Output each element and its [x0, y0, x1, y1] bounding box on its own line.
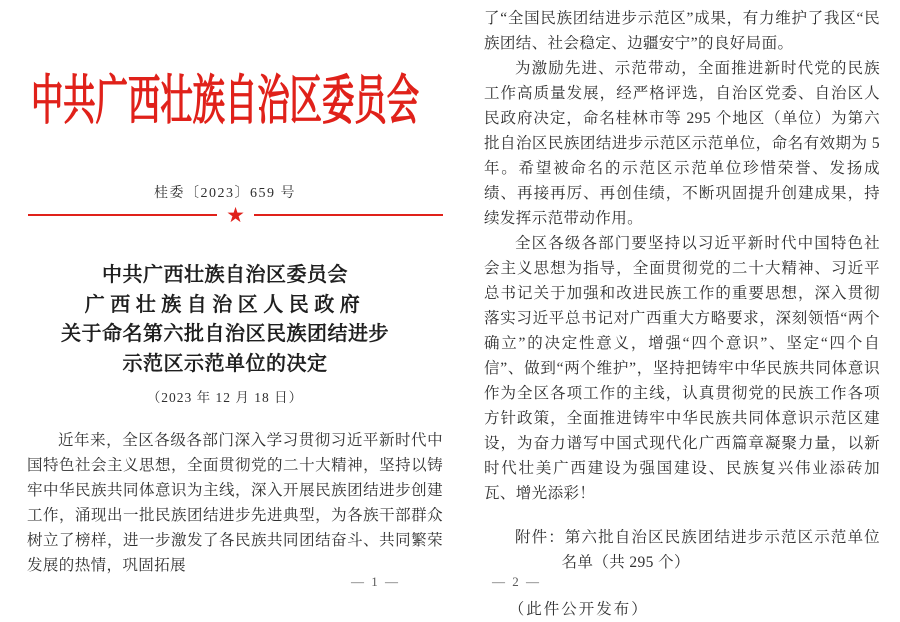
title-line-3: 关于命名第六批自治区民族团结进步 — [61, 323, 389, 345]
page-2-content — [484, 6, 880, 622]
document-title — [10, 261, 440, 406]
page-number-2: — 2 — — [492, 574, 541, 589]
divider-line-right — [254, 214, 443, 216]
star-icon: ★ — [226, 203, 245, 227]
public-release-note: （此件公开发布） — [508, 601, 649, 618]
title-line-4: 示范区示范单位的决定 — [122, 352, 328, 375]
page-number-1: — 1 — — [351, 574, 400, 589]
issuing-org-title: 中共广西壮族自治区委员会 — [30, 72, 420, 131]
red-masthead — [0, 50, 450, 142]
body-paragraph: 全区各级各部门要坚持以习近平新时代中国特色社会主义思想为指导，全面贯彻党的二十大精神、习近平总书记关于加强和改进民族工作的重要思想，深入贯彻落实习近平总书记对广西重大方略要求，深刻领悟“两个确立”的决定性意义，增强“四个意识”、坚定“四个自信”、做到“两个维护”，坚持把铸牢中华民族共同体意识作为全区各项工作的主线，认真贯彻党的民族工作各项方针政策，全面推进铸牢中华民族共同体意识示范区建设，为奋力谱写中国式现代化广西篇章凝聚力量，以新时代壮美广西建设为强国建设、民族复兴伟业添砖加瓦、增光添彩！ — [484, 235, 880, 502]
title-line-2: 广西壮族自治区人民政府 — [84, 293, 366, 316]
title-line-1: 中共广西壮族自治区委员会 — [102, 264, 348, 286]
document-date: （2023 年 12 月 18 日） — [146, 390, 304, 405]
page-1 — [0, 0, 450, 599]
body-paragraph: 近年来，全区各级各部门深入学习贯彻习近平新时代中国特色社会主义思想，全面贯彻党的二十大精神，坚持以铸牢中华民族共同体意识为主线，深入开展民族团结进步创建工作，涌现出一批民族团结进步先进典型，为各族干部群众树立了榜样，进一步激发了各民族共同团结奋斗、共同繁荣发展的热情，巩固拓展 — [27, 432, 443, 574]
divider-line-left — [28, 214, 217, 216]
attachment-note: 附件：第六批自治区民族团结进步示范区示范单位名单（共 295 个） — [515, 529, 880, 571]
body-paragraph: 为激励先进、示范带动，全面推进新时代党的民族工作高质量发展，经严格评选，自治区党委、自治区人民政府决定，命名桂林市等 295 个地区（单位）为第六批自治区民族团结进步示范区示范单位，命名有效期为 5 年。希望被命名的示范区示范单位珍惜荣誉、发扬成绩、再接再厉、再创佳绩，不断巩固提升创建成果，持续发挥示范带动作用。 — [484, 60, 880, 227]
document-number: 桂委〔2023〕659 号 — [154, 186, 296, 201]
page-2 — [450, 0, 900, 618]
star-divider — [28, 203, 443, 227]
body-paragraph: 了“全国民族团结进步示范区”成果，有力维护了我区“民族团结、社会稳定、边疆安宁”的良好局面。 — [484, 10, 880, 52]
